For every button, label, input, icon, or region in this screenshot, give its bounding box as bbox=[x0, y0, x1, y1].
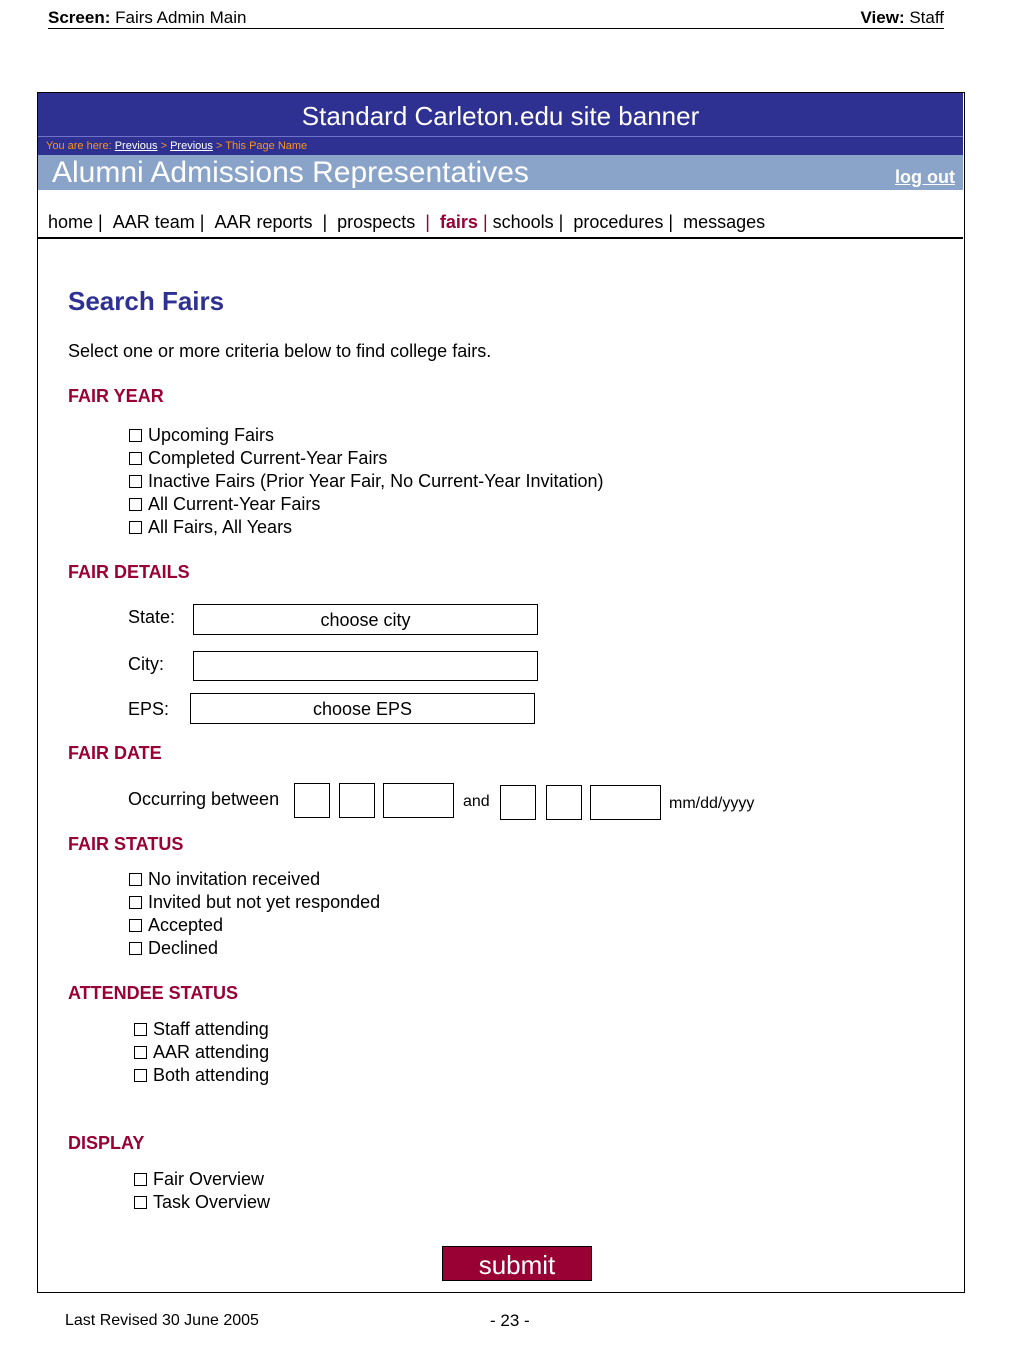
checkbox-label: All Fairs, All Years bbox=[148, 517, 293, 537]
checkbox-label: Declined bbox=[148, 938, 219, 958]
breadcrumb-separator: > bbox=[160, 140, 168, 152]
checkbox-aar-attending[interactable] bbox=[134, 1041, 269, 1064]
checkbox-label: Accepted bbox=[148, 915, 224, 935]
checkbox-box[interactable] bbox=[134, 1196, 147, 1209]
nav-item-procedures[interactable]: procedures bbox=[573, 212, 664, 232]
fair-status-options bbox=[129, 868, 380, 960]
date-range-label: Occurring between bbox=[128, 789, 280, 809]
footer-page-number: - 23 - bbox=[490, 1311, 530, 1330]
breadcrumb bbox=[38, 136, 963, 155]
breadcrumb-separator: > bbox=[215, 140, 223, 152]
checkbox-box[interactable] bbox=[129, 873, 142, 886]
checkbox-box[interactable] bbox=[129, 475, 142, 488]
nav-item-fairs[interactable]: fairs bbox=[439, 212, 478, 232]
main-nav bbox=[48, 212, 963, 236]
nav-separator: | bbox=[194, 212, 215, 232]
checkbox-all-current-year-fairs[interactable] bbox=[129, 493, 604, 516]
view-meta-label: View: bbox=[860, 8, 905, 27]
nav-separator: | bbox=[93, 212, 113, 232]
nav-item-aar-reports[interactable]: AAR reports bbox=[214, 212, 313, 232]
checkbox-label: All Current-Year Fairs bbox=[148, 494, 321, 514]
section-heading-fair-date: FAIR DATE bbox=[68, 743, 162, 763]
checkbox-upcoming-fairs[interactable] bbox=[129, 424, 604, 447]
nav-separator: | bbox=[477, 212, 493, 232]
nav-separator: | bbox=[663, 212, 684, 232]
end-day-input[interactable] bbox=[546, 785, 582, 820]
checkbox-box[interactable] bbox=[129, 919, 142, 932]
checkbox-box[interactable] bbox=[129, 452, 142, 465]
checkbox-box[interactable] bbox=[129, 521, 142, 534]
section-heading-attendee-status: ATTENDEE STATUS bbox=[68, 983, 238, 1003]
start-day-input[interactable] bbox=[339, 783, 375, 818]
checkbox-box[interactable] bbox=[129, 896, 142, 909]
checkbox-label: Inactive Fairs (Prior Year Fair, No Current-Year Invitation) bbox=[148, 471, 604, 491]
city-input[interactable] bbox=[193, 651, 538, 681]
screen-meta bbox=[48, 8, 246, 28]
checkbox-task-overview[interactable] bbox=[134, 1191, 270, 1214]
screen-meta-label: Screen: bbox=[48, 8, 111, 27]
fair-year-options bbox=[129, 424, 604, 539]
checkbox-label: Both attending bbox=[153, 1065, 270, 1085]
checkbox-label: Completed Current-Year Fairs bbox=[148, 448, 388, 468]
nav-separator: | bbox=[415, 212, 440, 232]
date-and-label: and bbox=[463, 793, 490, 810]
eps-label: EPS: bbox=[128, 699, 170, 719]
screen-meta-value: Fairs Admin Main bbox=[115, 8, 247, 27]
eps-select[interactable]: choose EPS bbox=[190, 693, 535, 724]
app-title: Alumni Admissions Representatives bbox=[52, 156, 529, 189]
checkbox-box[interactable] bbox=[129, 498, 142, 511]
checkbox-label: Staff attending bbox=[153, 1019, 269, 1039]
view-meta bbox=[861, 8, 944, 28]
logout-link[interactable]: log out bbox=[895, 167, 955, 187]
display-options bbox=[134, 1168, 270, 1214]
submit-button[interactable]: submit bbox=[442, 1246, 592, 1281]
nav-item-prospects[interactable]: prospects bbox=[337, 212, 416, 232]
checkbox-both-attending[interactable] bbox=[134, 1064, 269, 1087]
checkbox-label: AAR attending bbox=[153, 1042, 270, 1062]
document-meta-line bbox=[48, 8, 944, 29]
checkbox-box[interactable] bbox=[134, 1046, 147, 1059]
checkbox-staff-attending[interactable] bbox=[134, 1018, 269, 1041]
checkbox-all-fairs-all-years[interactable] bbox=[129, 516, 604, 539]
breadcrumb-link-previous-1[interactable]: Previous bbox=[114, 140, 158, 152]
section-heading-fair-status: FAIR STATUS bbox=[68, 834, 184, 854]
checkbox-label: Task Overview bbox=[153, 1192, 271, 1212]
breadcrumb-prefix: You are here: bbox=[46, 140, 112, 152]
section-heading-display: DISPLAY bbox=[68, 1133, 145, 1153]
page-intro: Select one or more criteria below to find college fairs. bbox=[68, 341, 492, 361]
start-year-input[interactable] bbox=[383, 783, 454, 818]
checkbox-box[interactable] bbox=[129, 942, 142, 955]
site-banner: Standard Carleton.edu site banner bbox=[38, 93, 963, 136]
checkbox-label: Fair Overview bbox=[153, 1169, 265, 1189]
section-heading-fair-details: FAIR DETAILS bbox=[68, 562, 190, 582]
checkbox-invited-not-responded[interactable] bbox=[129, 891, 380, 914]
start-month-input[interactable] bbox=[294, 783, 330, 818]
checkbox-box[interactable] bbox=[134, 1069, 147, 1082]
checkbox-label: Upcoming Fairs bbox=[148, 425, 275, 445]
page-title: Search Fairs bbox=[68, 286, 225, 316]
footer-revised-date: Last Revised 30 June 2005 bbox=[65, 1312, 259, 1329]
checkbox-completed-current-year-fairs[interactable] bbox=[129, 447, 604, 470]
app-title-bar bbox=[38, 155, 963, 190]
checkbox-declined[interactable] bbox=[129, 937, 380, 960]
view-meta-value: Staff bbox=[909, 8, 944, 27]
breadcrumb-link-previous-2[interactable]: Previous bbox=[170, 140, 213, 152]
checkbox-inactive-fairs[interactable] bbox=[129, 470, 604, 493]
nav-item-schools[interactable]: schools bbox=[492, 212, 554, 232]
checkbox-label: Invited but not yet responded bbox=[148, 892, 381, 912]
nav-separator: | bbox=[312, 212, 338, 232]
checkbox-label: No invitation received bbox=[148, 869, 321, 889]
city-label: City: bbox=[128, 654, 164, 674]
checkbox-fair-overview[interactable] bbox=[134, 1168, 270, 1191]
checkbox-accepted[interactable] bbox=[129, 914, 380, 937]
section-heading-fair-year: FAIR YEAR bbox=[68, 386, 164, 406]
checkbox-no-invitation-received[interactable] bbox=[129, 868, 380, 891]
nav-item-messages[interactable]: messages bbox=[683, 212, 766, 232]
checkbox-box[interactable] bbox=[134, 1023, 147, 1036]
nav-divider bbox=[38, 237, 963, 239]
date-format-hint: mm/dd/yyyy bbox=[669, 795, 755, 812]
checkbox-box[interactable] bbox=[134, 1173, 147, 1186]
attendee-status-options bbox=[134, 1018, 269, 1087]
nav-item-home[interactable]: home bbox=[48, 212, 94, 232]
checkbox-box[interactable] bbox=[129, 429, 142, 442]
state-label: State: bbox=[128, 607, 176, 627]
end-year-input[interactable] bbox=[590, 785, 661, 820]
nav-item-aar-team[interactable]: AAR team bbox=[112, 212, 195, 232]
breadcrumb-current: This Page Name bbox=[225, 140, 308, 152]
nav-separator: | bbox=[553, 212, 574, 232]
end-month-input[interactable] bbox=[500, 785, 536, 820]
state-select[interactable]: choose city bbox=[193, 604, 538, 635]
